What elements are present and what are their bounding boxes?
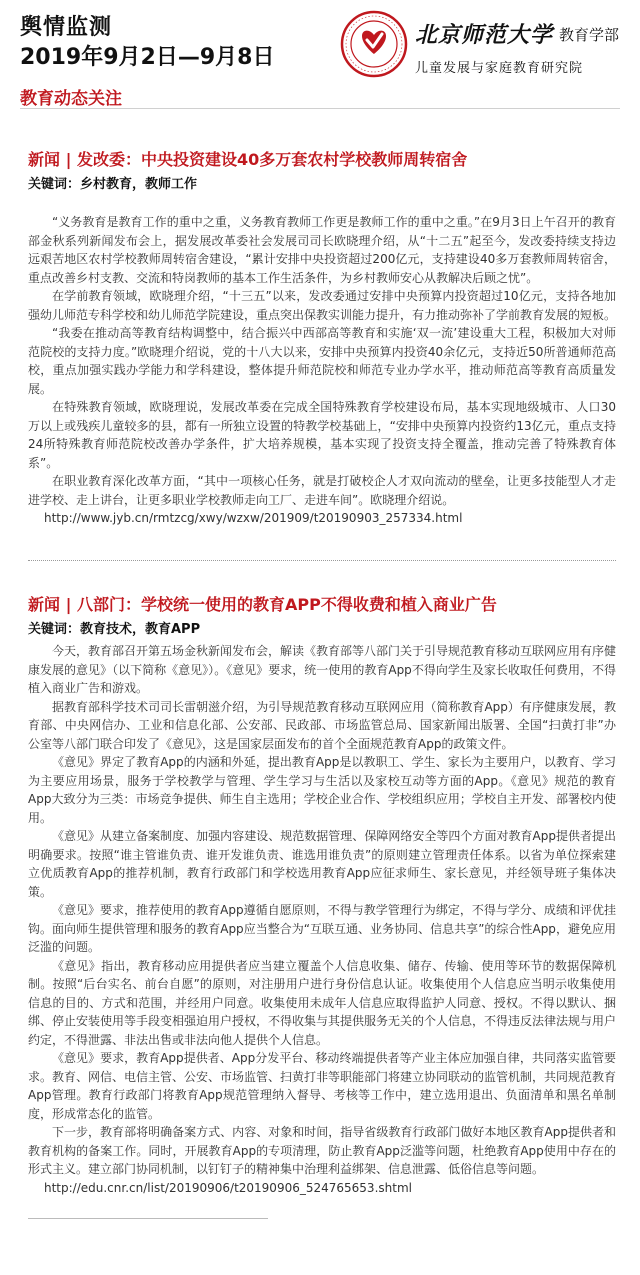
school-institute: 儿童发展与家庭教育研究院 xyxy=(415,61,584,76)
report-date-range: 2019年9月2日—9月8日 xyxy=(20,45,275,70)
report-header xyxy=(0,0,640,120)
article-2 xyxy=(28,594,616,1197)
report-title: 舆情监测 xyxy=(20,15,113,40)
school-department: 教育学部 xyxy=(559,26,620,44)
article-paragraph: 在特殊教育领域，欧晓理说，发展改革委在完成全国特殊教育学校建设布局，基本实现地级城市、人口30万以上或残疾儿童较多的县，都有一所独立设置的特教学校基础上，“安排中央预算内投资约13亿元，重点支持24所特殊教育师范院校改善办学条件，扩大培养规模，基本实现了投资支持全覆盖，推动完善了特殊教育体系”。 xyxy=(28,400,616,470)
article-paragraph: 《意见》从建立备案制度、加强内容建设、规范数据管理、保障网络安全等四个方面对教育App提供者提出明确要求。按照“谁主管谁负责、谁开发谁负责、谁选用谁负责”的原则建立管理责任体系。以省为单位探索建立优质教育App的推荐机制，教育行政部门和学校选用教育App应征求师生、家长意见，并经领导班子集体决策。 xyxy=(28,829,616,899)
footer-divider xyxy=(28,1218,268,1219)
article-keywords: 关键词：教育技术，教育APP xyxy=(28,622,201,637)
university-seal-icon xyxy=(340,10,408,78)
article-body xyxy=(28,642,616,1179)
article-paragraph: 《意见》界定了教育App的内涵和外延，提出教育App是以教职工、学生、家长为主要用户，以教育、学习为主要应用场景，服务于学校教学与管理、学生学习与生活以及家校互动等方面的App。《意见》规范的教育App大致分为三类：市场竞争提供、师生自主选用；学校企业合作、学校组织应用；学校自主开发、部署校内使用。 xyxy=(28,755,616,825)
article-paragraph: 《意见》指出，教育移动应用提供者应当建立覆盖个人信息收集、储存、传输、使用等环节的数据保障机制。按照“后台实名、前台自愿”的原则，对注册用户进行身份信息认证。收集使用个人信息应当明示收集使用信息的目的、方式和范围，并经用户同意。收集使用未成年人信息应取得监护人同意、授权。不得以默认、捆绑、停止安装使用等手段变相强迫用户授权，不得收集与其提供服务无关的个人信息，不得违反法律法规与用户约定，不得泄露、非法出售或非法向他人提供个人信息。 xyxy=(28,958,617,1047)
article-paragraph: 在学前教育领域，欧晓理介绍，“十三五”以来，发改委通过安排中央预算内投资超过10亿元，支持各地加强幼儿师范专科学校和幼儿师范学院建设，重点突出保教实训能力提升，有力推动弥补了学前教育发展的短板。 xyxy=(28,289,617,322)
article-paragraph: “义务教育是教育工作的重中之重，义务教育教师工作更是教师工作的重中之重。”在9月3日上午召开的教育部金秋系列新闻发布会上，据发展改革委社会发展司司长欧晓理介绍，从“十二五”起至今，发改委持续支持边远艰苦地区农村学校教师周转宿舍建设，“累计安排中央投资超过200亿元，支持建设40多万套教师周转宿舍，重点改善乡村支教、交流和特岗教师的基本工作生活条件，为乡村教师安心从教解决后顾之忧”。 xyxy=(28,215,616,285)
article-paragraph: 《意见》要求，推荐使用的教育App遵循自愿原则，不得与教学管理行为绑定，不得与学分、成绩和评优挂钩。面向师生提供管理和服务的教育App应当整合为“互联互通、业务协同、信息共享”的综合性App，避免应用泛滥的问题。 xyxy=(28,903,616,954)
article-paragraph: “我委在推动高等教育结构调整中，结合振兴中西部高等教育和实施‘双一流’建设重大工程，积极加大对师范院校的支持力度。”欧晓理介绍说，党的十八大以来，安排中央预算内投资40余亿元，支持近50所普通师范高校，重点加强实践办学能力和学科建设，整体提升师范院校和师范专业办学水平，推动师范高等教育高质量发展。 xyxy=(28,326,616,396)
article-title: 新闻 | 发改委：中央投资建设40多万套农村学校教师周转宿舍 xyxy=(28,150,468,169)
article-body xyxy=(28,213,616,509)
article-source-link[interactable]: http://edu.cnr.cn/list/20190906/t20190906_524765653.shtml xyxy=(44,1180,412,1195)
school-name: 北京师范大学 xyxy=(415,22,554,48)
article-keywords: 关键词：乡村教育，教师工作 xyxy=(28,177,198,192)
article-source-link[interactable]: http://www.jyb.cn/rmtzcg/xwy/wzxw/201909/t20190903_257334.html xyxy=(44,511,463,525)
article-paragraph: 今天，教育部召开第五场金秋新闻发布会，解读《教育部等八部门关于引导规范教育移动互联网应用有序健康发展的意见》（以下简称《意见》）。《意见》要求，统一使用的教育App不得向学生及家长收取任何费用，不得植入商业广告和游戏。 xyxy=(28,644,617,695)
header-divider xyxy=(20,108,620,109)
article-paragraph: 下一步，教育部将明确备案方式、内容、对象和时间，指导省级教育行政部门做好本地区教育App提供者和教育机构的备案工作。同时，开展教育App的专项清理，防止教育App泛滥等问题，杜绝教育App使用中存在的形式主义。建立部门协同机制，以钉钉子的精神集中治理利益绑架、信息泄露、低俗信息等问题。 xyxy=(28,1125,616,1176)
article-paragraph: 在职业教育深化改革方面，“其中一项核心任务，就是打破校企人才双向流动的壁垒，让更多技能型人才走进学校、走上讲台，让更多职业学校教师走向工厂、走进车间”。欧晓理介绍说。 xyxy=(28,474,616,507)
article-1 xyxy=(28,149,616,528)
article-paragraph: 据教育部科学技术司司长雷朝滋介绍，为引导规范教育移动互联网应用（简称教育App）有序健康发展，教育部、中央网信办、工业和信息化部、公安部、民政部、市场监管总局、国家新闻出版署、全国“扫黄打非”办公室等八部门联合印发了《意见》，这是国家层面发布的首个全面规范教育App的政策文件。 xyxy=(28,699,616,751)
school-logo xyxy=(415,18,635,76)
article-title: 新闻 | 八部门：学校统一使用的教育APP不得收费和植入商业广告 xyxy=(28,595,497,614)
article-paragraph: 《意见》要求，教育App提供者、App分发平台、移动终端提供者等产业主体应加强自律，共同落实监管要求。教育、网信、电信主管、公安、市场监管、扫黄打非等职能部门将建立协同联动的监管机制，共同规范教育App管理。教育行政部门将教育App规范管理纳入督导、考核等工作中，建立选用退出、负面清单和黑名单制度，形成常态化的监管。 xyxy=(28,1051,617,1121)
article-separator xyxy=(28,560,616,561)
section-heading: 教育动态关注 xyxy=(20,89,122,109)
